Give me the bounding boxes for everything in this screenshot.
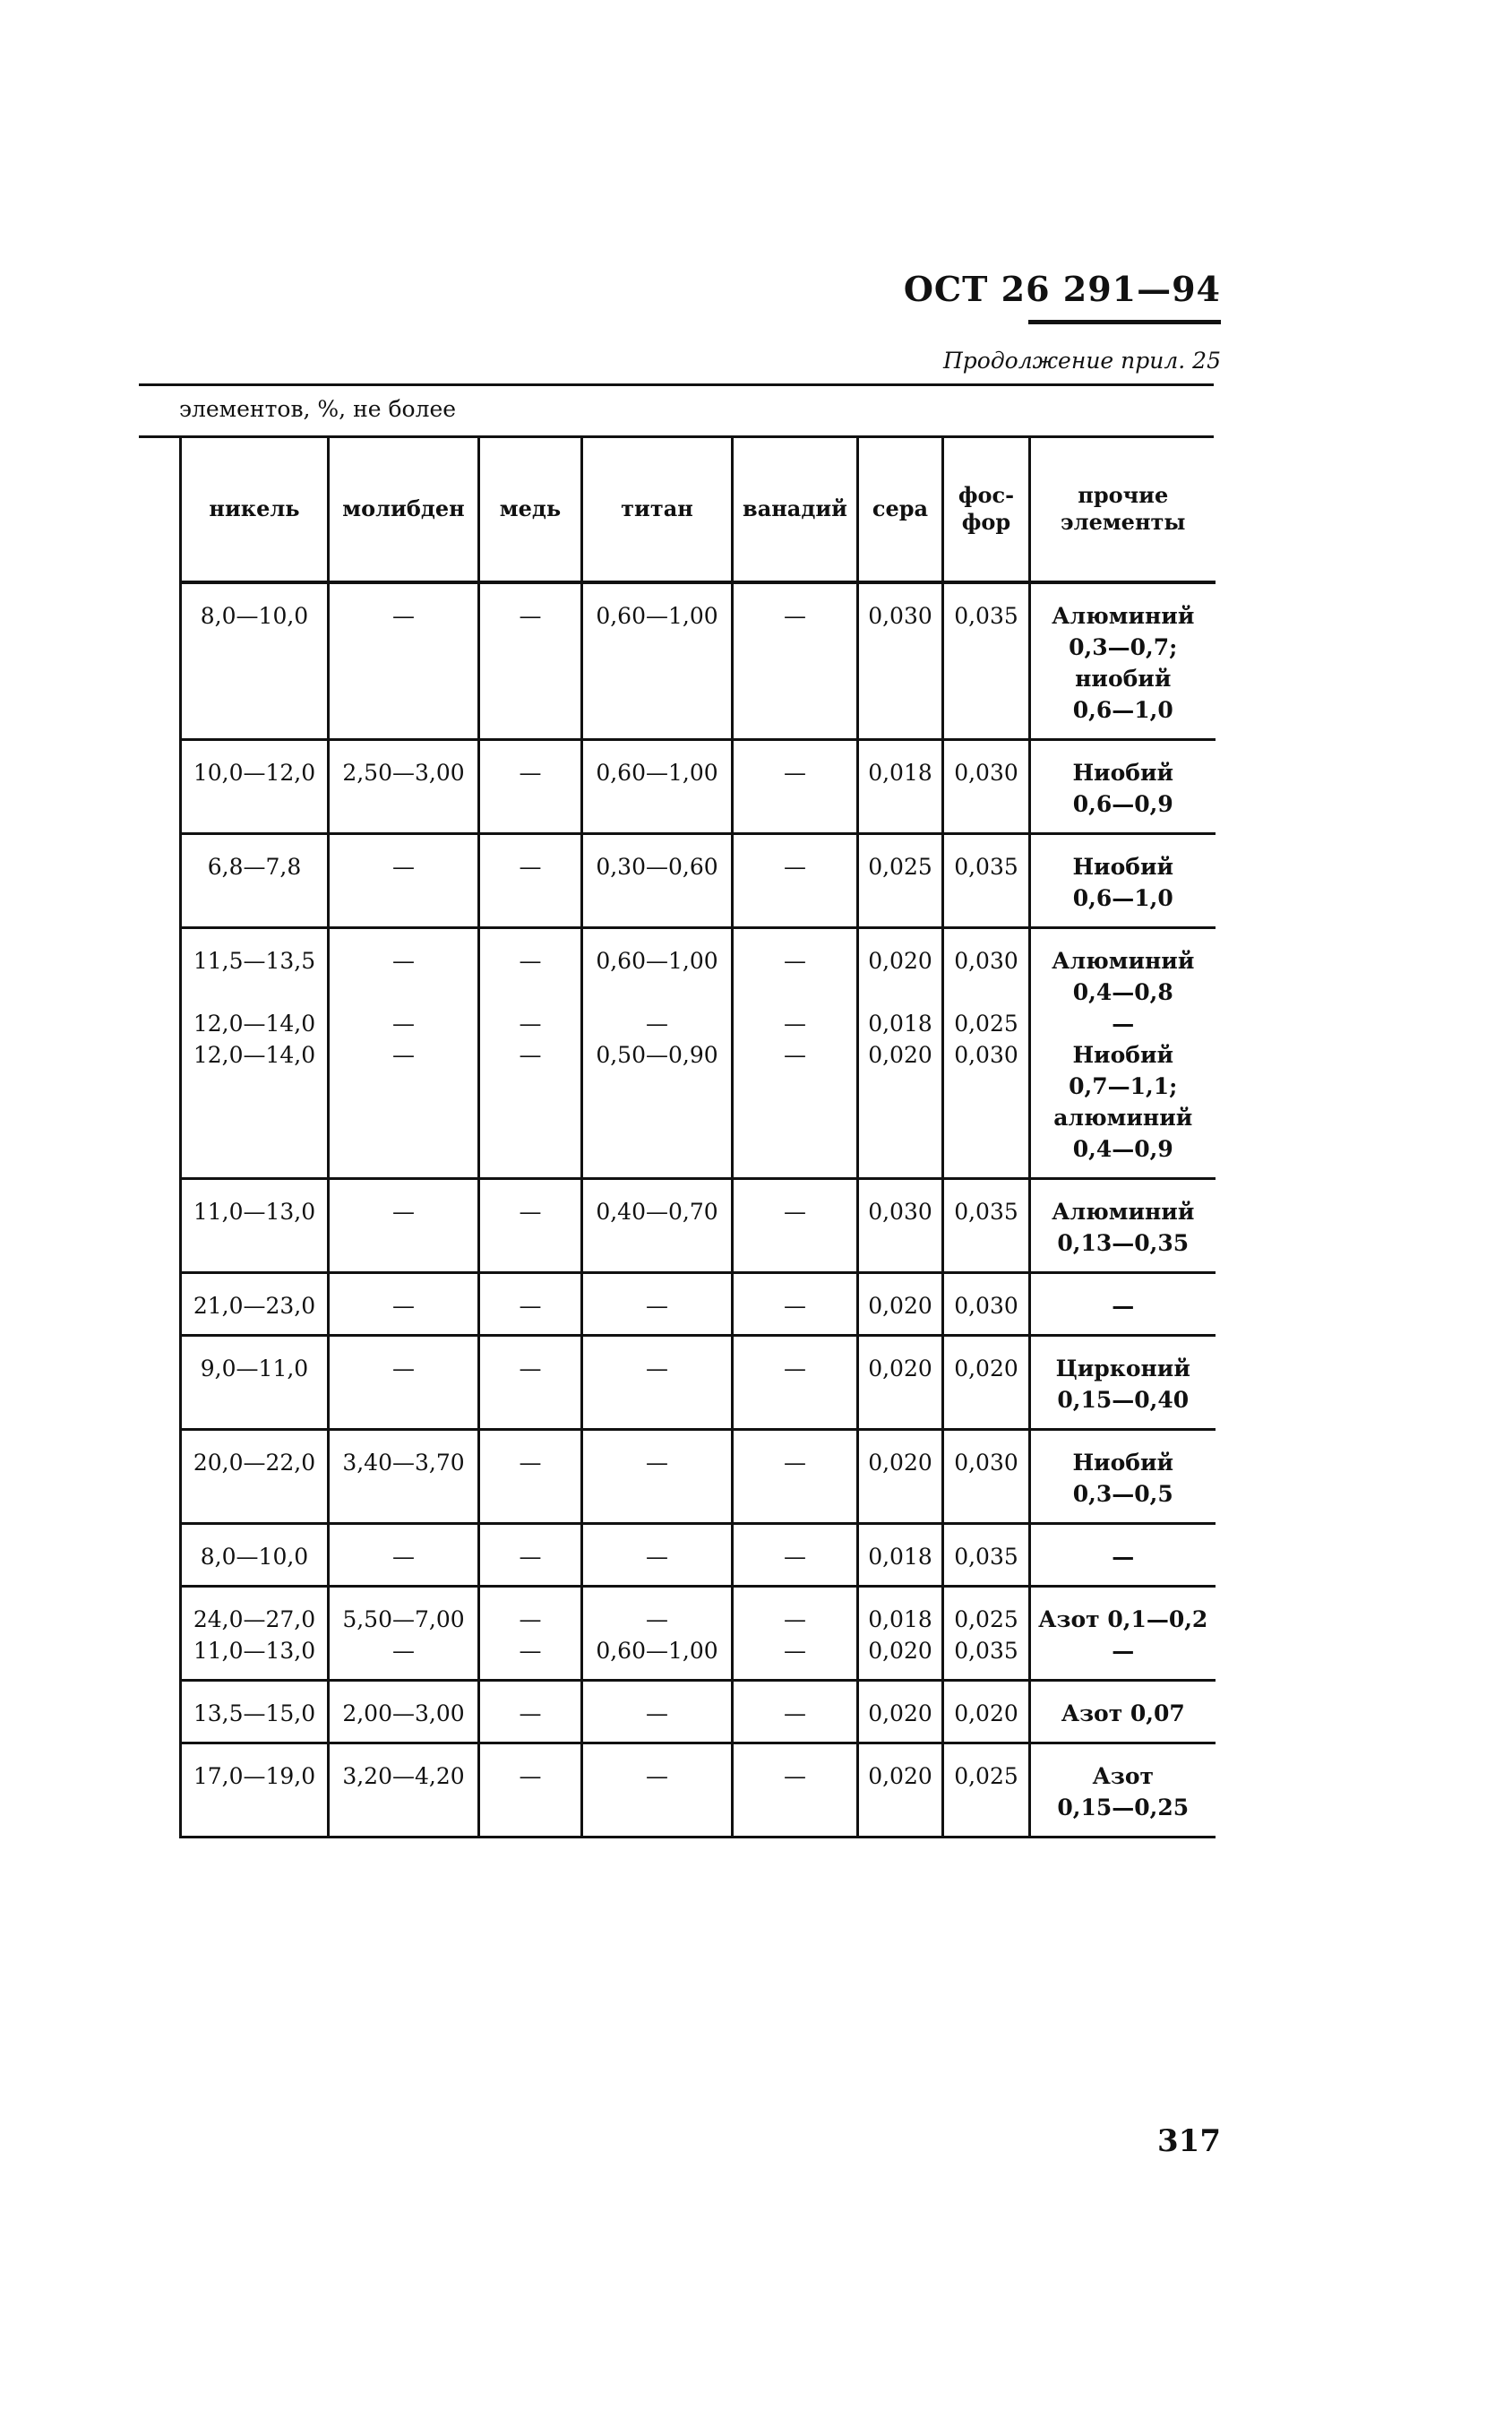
cell-line: 0,020: [868, 1293, 932, 1319]
cell-line: 0,030: [868, 603, 932, 629]
table-cell: [733, 834, 858, 928]
cell-line: —: [784, 603, 806, 629]
table-cell: [329, 1587, 479, 1681]
cell-line: 0,018: [868, 1606, 932, 1632]
cell-line: 21,0—23,0: [193, 1293, 316, 1319]
cell-line: 0,3—0,7;: [1069, 634, 1178, 660]
table-row: [181, 1743, 1216, 1838]
cell-line: —: [1112, 1011, 1135, 1037]
cell-line: —: [392, 1199, 415, 1225]
cell-line: 3,20—4,20: [342, 1763, 465, 1789]
cell-line: —: [519, 1199, 542, 1225]
cell-line: —: [784, 1293, 806, 1319]
cell-line: —: [392, 1011, 415, 1037]
cell-line: 0,3—0,5: [1072, 1481, 1173, 1507]
cell-line: 0,60—1,00: [596, 603, 718, 629]
cell-line: 0,030: [954, 1042, 1018, 1068]
table-cell: [1030, 582, 1216, 740]
table-cell: [181, 1524, 329, 1587]
table-cell: [858, 1336, 943, 1430]
table-cell: [479, 1430, 582, 1524]
table-cell: [181, 1179, 329, 1273]
cell-line: Ниобий: [1072, 1042, 1174, 1068]
cell-line: 0,020: [868, 1638, 932, 1664]
table-cell: [1030, 1587, 1216, 1681]
cell-line: 11,0—13,0: [193, 1199, 316, 1225]
table-cell: [329, 1681, 479, 1743]
table-cell: [858, 582, 943, 740]
table-cell: [733, 928, 858, 1179]
table-cell: [479, 1179, 582, 1273]
cell-line: 2,50—3,00: [342, 760, 465, 786]
table-cell: [181, 1336, 329, 1430]
cell-line: 0,020: [954, 1700, 1018, 1726]
table-cell: [858, 928, 943, 1179]
cell-line: 10,0—12,0: [193, 760, 316, 786]
cell-line: 0,6—1,0: [1072, 697, 1173, 723]
cell-line: [480, 977, 580, 1008]
cell-line: —: [784, 1638, 806, 1664]
table-cell: [329, 1743, 479, 1838]
table-cell: [582, 740, 733, 834]
table-cell: [181, 1273, 329, 1336]
cell-line: [583, 977, 731, 1008]
cell-line: —: [519, 1450, 542, 1476]
table-cell: [1030, 740, 1216, 834]
table-cell: [1030, 834, 1216, 928]
cell-line: 0,60—1,00: [596, 760, 718, 786]
table-cell: [733, 1179, 858, 1273]
cell-line: —: [784, 1450, 806, 1476]
continuation-note: Продолжение прил. 25: [942, 348, 1221, 374]
cell-line: —: [646, 1293, 668, 1319]
cell-line: 11,5—13,5: [193, 948, 316, 974]
cell-line: Ниобий: [1072, 760, 1174, 786]
cell-line: —: [392, 1293, 415, 1319]
standard-code: ОСТ 26 291—94: [903, 269, 1221, 309]
table-cell: [1030, 1179, 1216, 1273]
table-cell: [943, 928, 1030, 1179]
table-cell: [582, 834, 733, 928]
table-row: [181, 928, 1216, 1179]
column-header: [1030, 437, 1216, 582]
cell-line: —: [784, 948, 806, 974]
cell-line: 0,035: [954, 1199, 1018, 1225]
table-row: [181, 1336, 1216, 1430]
table-cell: [479, 928, 582, 1179]
table-row: [181, 1273, 1216, 1336]
table-cell: [582, 1587, 733, 1681]
table-cell: [733, 1587, 858, 1681]
table-cell: [1030, 1430, 1216, 1524]
cell-line: 0,035: [954, 603, 1018, 629]
cell-line: —: [1112, 1544, 1135, 1570]
cell-line: 12,0—14,0: [193, 1042, 316, 1068]
cell-line: сера: [872, 495, 929, 521]
table-cell: [479, 834, 582, 928]
cell-line: 5,50—7,00: [342, 1606, 465, 1632]
table-body: [181, 582, 1216, 1838]
cell-line: —: [646, 1011, 668, 1037]
cell-line: элементы: [1061, 509, 1186, 535]
table-cell: [733, 1336, 858, 1430]
cell-line: —: [519, 760, 542, 786]
table-cell: [1030, 1273, 1216, 1336]
cell-line: 8,0—10,0: [200, 603, 309, 629]
cell-line: 0,30—0,60: [596, 854, 718, 880]
cell-line: 6,8—7,8: [207, 854, 302, 880]
cell-line: ниобий: [1075, 666, 1172, 692]
table-cell: [181, 1681, 329, 1743]
table-row: [181, 1179, 1216, 1273]
cell-line: —: [519, 1638, 542, 1664]
table-cell: [479, 1587, 582, 1681]
table-cell: [479, 1336, 582, 1430]
cell-line: никель: [209, 495, 300, 521]
table-cell: [858, 740, 943, 834]
cell-line: [944, 977, 1028, 1008]
cell-line: —: [646, 1763, 668, 1789]
cell-line: 0,020: [868, 1042, 932, 1068]
cell-line: фос-: [958, 482, 1015, 508]
cell-line: медь: [499, 495, 562, 521]
cell-line: 8,0—10,0: [200, 1544, 309, 1570]
cell-line: 0,15—0,40: [1057, 1387, 1190, 1413]
table-cell: [1030, 928, 1216, 1179]
cell-line: 12,0—14,0: [193, 1011, 316, 1037]
table-cell: [733, 1524, 858, 1587]
cell-line: Ниобий: [1072, 854, 1174, 880]
cell-line: 0,020: [868, 1450, 932, 1476]
table-cell: [943, 1743, 1030, 1838]
table-cell: [1030, 1681, 1216, 1743]
table-cell: [858, 1587, 943, 1681]
table-cell: [858, 1430, 943, 1524]
table-cell: [858, 1273, 943, 1336]
cell-line: —: [784, 1199, 806, 1225]
cell-line: 0,030: [954, 948, 1018, 974]
table-cell: [733, 1430, 858, 1524]
cell-line: —: [519, 1042, 542, 1068]
cell-line: 0,020: [868, 1700, 932, 1726]
cell-line: 0,030: [954, 760, 1018, 786]
cell-line: —: [646, 1606, 668, 1632]
cell-line: 0,025: [868, 854, 932, 880]
table-cell: [1030, 1743, 1216, 1838]
table-cell: [181, 834, 329, 928]
cell-line: 0,020: [954, 1356, 1018, 1381]
table-cell: [943, 1179, 1030, 1273]
table-cell: [858, 1179, 943, 1273]
table-cell: [181, 582, 329, 740]
cell-line: 0,6—0,9: [1072, 791, 1173, 817]
column-header: [943, 437, 1030, 582]
table-cell: [181, 928, 329, 1179]
cell-line: 0,020: [868, 1356, 932, 1381]
cell-line: —: [392, 854, 415, 880]
table-cell: [1030, 1524, 1216, 1587]
table-cell: [479, 582, 582, 740]
table-row: [181, 582, 1216, 740]
table-cell: [329, 1179, 479, 1273]
table-row: [181, 834, 1216, 928]
cell-line: 0,60—1,00: [596, 1638, 718, 1664]
table-cell: [582, 1336, 733, 1430]
cell-line: —: [784, 1700, 806, 1726]
cell-line: —: [784, 854, 806, 880]
table-cell: [943, 740, 1030, 834]
cell-line: —: [519, 1356, 542, 1381]
cell-line: 0,13—0,35: [1057, 1230, 1190, 1256]
cell-line: 0,40—0,70: [596, 1199, 718, 1225]
cell-line: [734, 977, 856, 1008]
cell-line: 0,035: [954, 854, 1018, 880]
cell-line: —: [519, 1011, 542, 1037]
cell-line: 0,018: [868, 760, 932, 786]
cell-line: —: [784, 1356, 806, 1381]
cell-line: 0,025: [954, 1606, 1018, 1632]
table-cell: [733, 740, 858, 834]
column-header: [858, 437, 943, 582]
cell-line: —: [646, 1544, 668, 1570]
table-cell: [479, 1524, 582, 1587]
cell-line: Азот: [1092, 1763, 1154, 1789]
table-cell: [943, 1524, 1030, 1587]
table-cell: [329, 834, 479, 928]
cell-line: Цирконий: [1055, 1356, 1190, 1381]
cell-line: —: [519, 1293, 542, 1319]
table-cell: [582, 1743, 733, 1838]
cell-line: —: [519, 854, 542, 880]
cell-line: 0,4—0,8: [1072, 979, 1173, 1005]
cell-line: —: [519, 948, 542, 974]
cell-line: —: [784, 760, 806, 786]
cell-line: —: [784, 1544, 806, 1570]
table-cell: [329, 1430, 479, 1524]
table-row: [181, 740, 1216, 834]
table-cell: [582, 1179, 733, 1273]
cell-line: 0,15—0,25: [1057, 1795, 1190, 1820]
cell-line: —: [392, 603, 415, 629]
cell-line: —: [1112, 1293, 1135, 1319]
cell-line: 0,035: [954, 1544, 1018, 1570]
table-cell: [858, 834, 943, 928]
table-row: [181, 1524, 1216, 1587]
table-cell: [733, 1681, 858, 1743]
cell-line: прочие: [1078, 482, 1169, 508]
table-caption: элементов, %, не более: [179, 396, 457, 422]
cell-line: —: [392, 1356, 415, 1381]
cell-line: —: [646, 1450, 668, 1476]
cell-line: —: [392, 948, 415, 974]
table-cell: [733, 1273, 858, 1336]
header-row: [181, 437, 1216, 582]
cell-line: 17,0—19,0: [193, 1763, 316, 1789]
table-cell: [943, 1681, 1030, 1743]
cell-line: Азот 0,07: [1061, 1700, 1185, 1726]
cell-line: —: [646, 1700, 668, 1726]
table-cell: [181, 1743, 329, 1838]
standard-code-underline: [1028, 320, 1221, 324]
cell-line: 13,5—15,0: [193, 1700, 316, 1726]
table-cell: [582, 1681, 733, 1743]
cell-line: Алюминий: [1052, 1199, 1195, 1225]
cell-line: 20,0—22,0: [193, 1450, 316, 1476]
top-rule: [139, 383, 1214, 386]
cell-line: —: [392, 1544, 415, 1570]
cell-line: Алюминий: [1052, 603, 1195, 629]
table-cell: [181, 740, 329, 834]
table-cell: [582, 928, 733, 1179]
cell-line: —: [784, 1042, 806, 1068]
cell-line: 0,020: [868, 948, 932, 974]
cell-line: —: [519, 1763, 542, 1789]
cell-line: алюминий: [1053, 1105, 1193, 1131]
table-cell: [329, 582, 479, 740]
column-header: [329, 437, 479, 582]
cell-line: 9,0—11,0: [200, 1356, 309, 1381]
table-cell: [943, 1587, 1030, 1681]
table-cell: [858, 1524, 943, 1587]
table-cell: [858, 1743, 943, 1838]
cell-line: 2,00—3,00: [342, 1700, 465, 1726]
cell-line: 0,4—0,9: [1072, 1136, 1173, 1162]
cell-line: —: [784, 1606, 806, 1632]
cell-line: 0,030: [954, 1293, 1018, 1319]
table-cell: [479, 1273, 582, 1336]
table-cell: [733, 582, 858, 740]
cell-line: —: [519, 1700, 542, 1726]
cell-line: 0,035: [954, 1638, 1018, 1664]
table-cell: [943, 1336, 1030, 1430]
table-cell: [329, 1524, 479, 1587]
cell-line: [330, 977, 477, 1008]
cell-line: 0,030: [868, 1199, 932, 1225]
cell-line: —: [392, 1638, 415, 1664]
table-cell: [943, 834, 1030, 928]
table-cell: [479, 1743, 582, 1838]
table-cell: [943, 582, 1030, 740]
cell-line: 0,025: [954, 1011, 1018, 1037]
composition-table: [179, 437, 1216, 1838]
cell-line: —: [519, 1544, 542, 1570]
cell-line: Ниобий: [1072, 1450, 1174, 1476]
column-header: [733, 437, 858, 582]
table-cell: [479, 740, 582, 834]
table-cell: [329, 740, 479, 834]
column-header: [582, 437, 733, 582]
table-cell: [582, 1273, 733, 1336]
cell-line: [182, 977, 327, 1008]
column-header: [479, 437, 582, 582]
table-cell: [1030, 1336, 1216, 1430]
table-cell: [858, 1681, 943, 1743]
cell-line: —: [519, 1606, 542, 1632]
table-cell: [943, 1430, 1030, 1524]
cell-line: [859, 977, 941, 1008]
cell-line: —: [519, 603, 542, 629]
table-cell: [582, 1524, 733, 1587]
column-header: [181, 437, 329, 582]
cell-line: 11,0—13,0: [193, 1638, 316, 1664]
table-cell: [181, 1587, 329, 1681]
cell-line: 0,018: [868, 1011, 932, 1037]
cell-line: 0,60—1,00: [596, 948, 718, 974]
cell-line: молибден: [342, 495, 465, 521]
table-cell: [733, 1743, 858, 1838]
cell-line: 0,018: [868, 1544, 932, 1570]
table-cell: [582, 582, 733, 740]
table-cell: [479, 1681, 582, 1743]
table-cell: [329, 1336, 479, 1430]
cell-line: 0,50—0,90: [596, 1042, 718, 1068]
table-row: [181, 1587, 1216, 1681]
cell-line: фор: [961, 509, 1011, 535]
table-cell: [181, 1430, 329, 1524]
cell-line: 3,40—3,70: [342, 1450, 465, 1476]
cell-line: Алюминий: [1052, 948, 1195, 974]
cell-line: 0,6—1,0: [1072, 885, 1173, 911]
cell-line: 0,020: [868, 1763, 932, 1789]
cell-line: —: [392, 1042, 415, 1068]
cell-line: ванадий: [743, 495, 847, 521]
cell-line: —: [784, 1011, 806, 1037]
cell-line: —: [1112, 1638, 1135, 1664]
cell-line: —: [784, 1763, 806, 1789]
page-number: 317: [1157, 2123, 1221, 2159]
cell-line: 24,0—27,0: [193, 1606, 316, 1632]
cell-line: 0,025: [954, 1763, 1018, 1789]
table-row: [181, 1430, 1216, 1524]
cell-line: титан: [621, 495, 693, 521]
cell-line: 0,7—1,1;: [1069, 1073, 1178, 1099]
cell-line: Азот 0,1—0,2: [1038, 1606, 1208, 1632]
table-cell: [943, 1273, 1030, 1336]
table-cell: [329, 1273, 479, 1336]
table-cell: [329, 928, 479, 1179]
cell-line: —: [646, 1356, 668, 1381]
table-row: [181, 1681, 1216, 1743]
cell-line: 0,030: [954, 1450, 1018, 1476]
table-cell: [582, 1430, 733, 1524]
